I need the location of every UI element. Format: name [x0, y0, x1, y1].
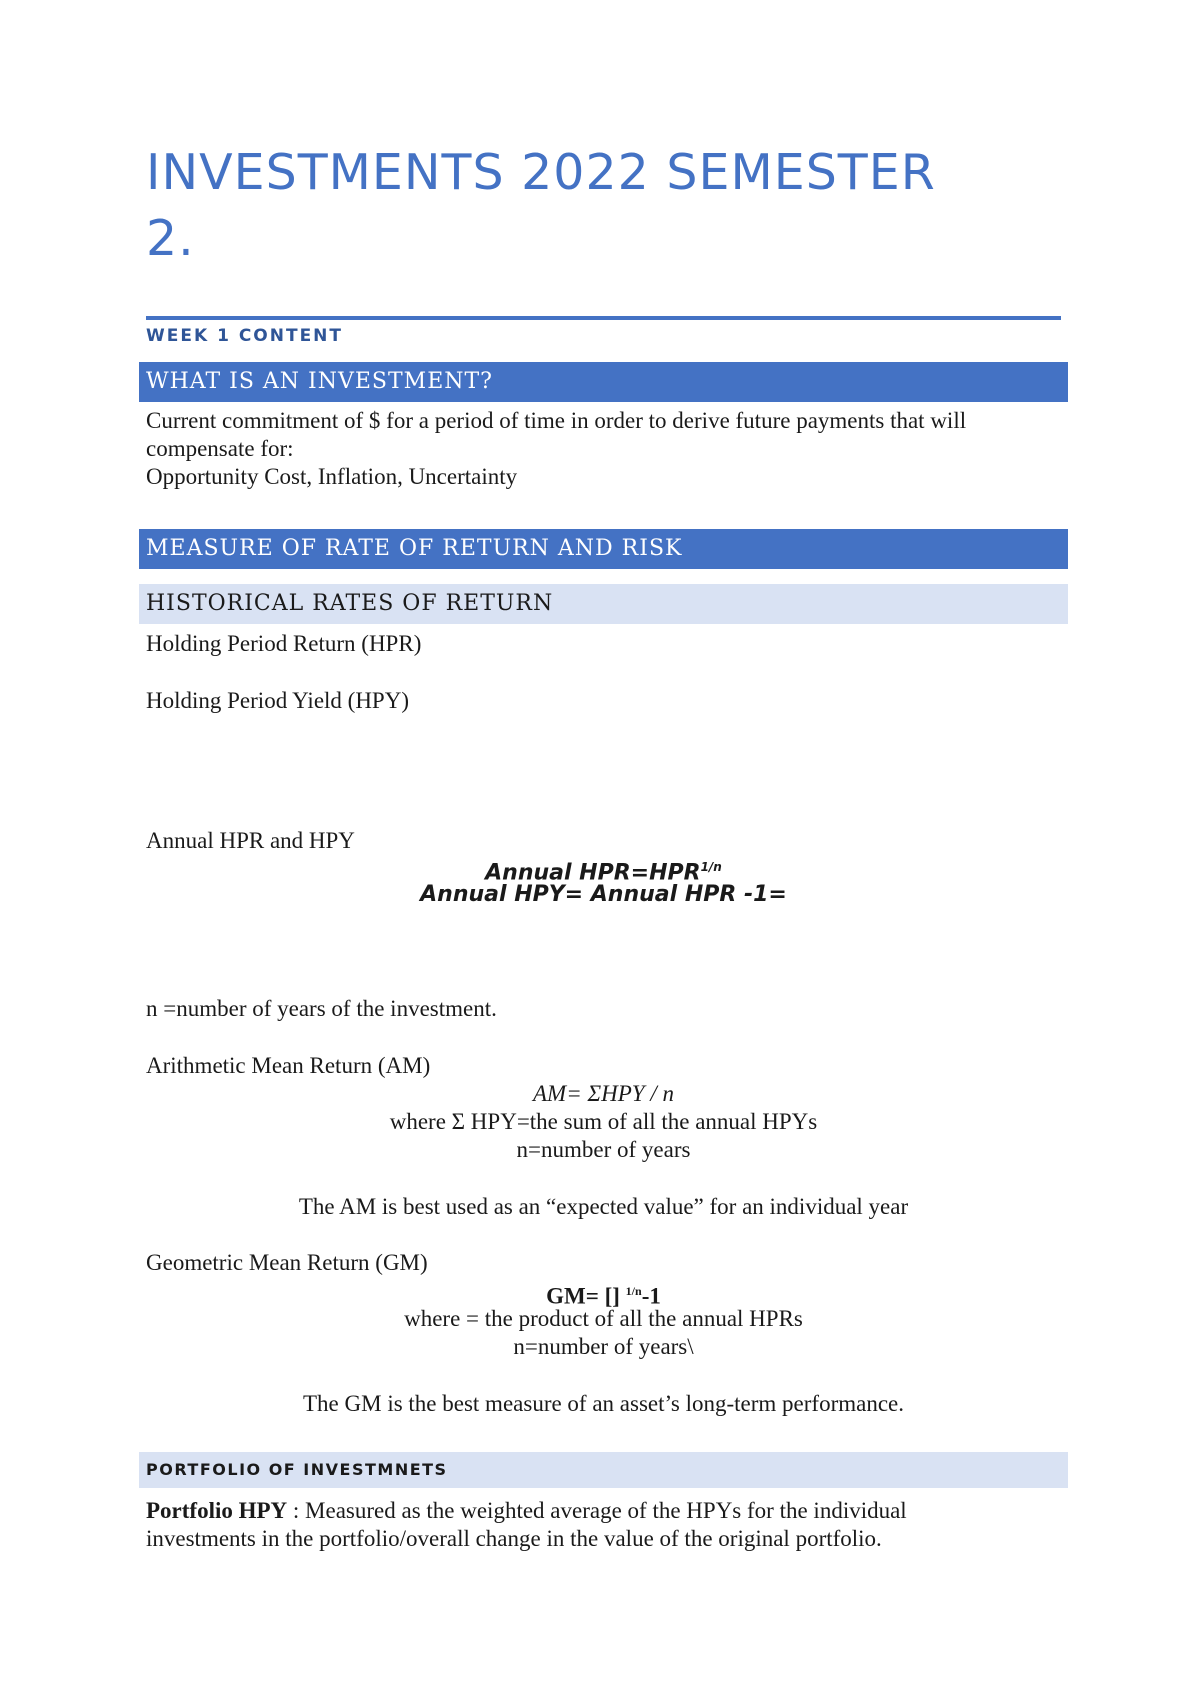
n-definition: n =number of years of the investment.	[146, 996, 497, 1021]
gm-n-definition: n=number of years\	[513, 1334, 694, 1359]
am-note: The AM is best used as an “expected value” for an individual year	[298, 1194, 909, 1219]
am-where: where Σ HPY=the sum of all the annual HPYs	[389, 1109, 818, 1134]
gm-formula: GM= [] $^{1/n}$-1	[546, 1283, 661, 1309]
annual-hpr-formula: Annual $HPR=HPR^{1/n}$	[485, 860, 722, 886]
investment-definition-line-2: compensate for:	[146, 436, 294, 461]
am-n-definition: n=number of years	[516, 1137, 691, 1162]
document-title	[146, 140, 1046, 272]
am-formula: AM= ΣHPY / n	[533, 1081, 674, 1106]
week-label: WEEK 1 CONTENT	[146, 326, 344, 346]
title-line-1: INVESTMENTS 2022 SEMESTER	[146, 144, 936, 201]
investment-definition-line-3: Opportunity Cost, Inflation, Uncertainty	[146, 464, 518, 489]
section-heading-historical-rates: HISTORICAL RATES OF RETURN	[139, 584, 1068, 624]
portfolio-hpy-term: Portfolio HPY	[146, 1498, 288, 1523]
hpr-label: Holding Period Return (HPR)	[146, 631, 422, 656]
portfolio-hpy-line-2: investments in the portfolio/overall change in the value of the original portfolio.	[146, 1526, 882, 1551]
document-page	[146, 0, 1066, 1698]
section-heading-rate-of-return: MEASURE OF RATE OF RETURN AND RISK	[139, 529, 1068, 569]
hpy-label: Holding Period Yield (HPY)	[146, 688, 409, 713]
investment-definition-line-1: Current commitment of $ for a period of time in order to derive future payments that will	[146, 408, 967, 433]
title-underline	[146, 316, 1061, 320]
portfolio-hpy-line-1	[146, 1497, 907, 1525]
title-line-2: 2.	[146, 210, 195, 267]
portfolio-hpy-definition: : Measured as the weighted average of the HPYs for the individual	[292, 1498, 907, 1523]
am-label: Arithmetic Mean Return (AM)	[146, 1053, 431, 1078]
gm-label: Geometric Mean Return (GM)	[146, 1250, 428, 1275]
gm-note: The GM is the best measure of an asset’s long-term performance.	[303, 1391, 904, 1416]
annual-hpr-hpy-label: Annual HPR and HPY	[146, 828, 355, 853]
section-heading-what-is-investment: WHAT IS AN INVESTMENT?	[139, 362, 1068, 402]
gm-where: where = the product of all the annual HPRs	[404, 1306, 803, 1331]
annual-hpy-formula: Annual HPY= Annual HPR -1=	[420, 882, 787, 907]
section-heading-portfolio: PORTFOLIO OF INVESTMNETS	[139, 1452, 1068, 1488]
